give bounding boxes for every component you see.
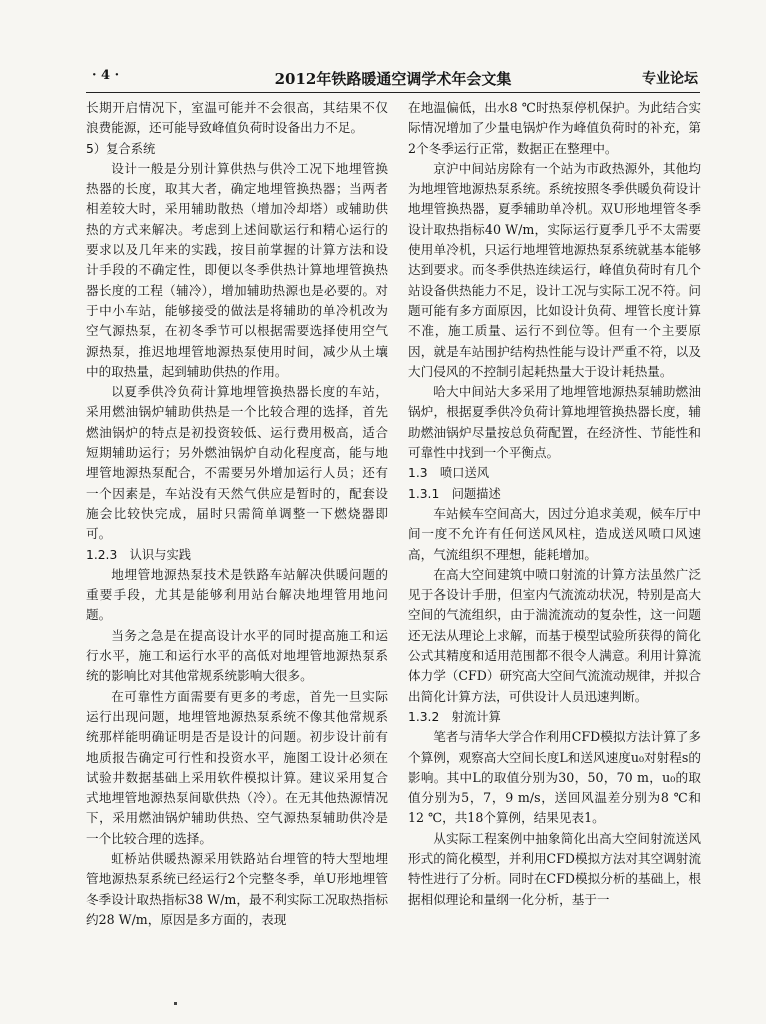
section-heading: 1.3.2 射流计算 (408, 709, 501, 724)
right-column (408, 98, 701, 910)
paragraph: 在可靠性方面需要有更多的考虑，首先一旦实际运行出现问题，地埋管地源热泵系统不像其他常规系统那样能明确证明是否是设计的问题。初步设计前有地质报告确定可行性和投资水平，施图工设计必须在试验井数据基础上采用软件模拟计算。建议采用复合式地埋管地源热泵间歇供热（冷）。在无其他热源情况下，采用燃油锅炉辅助供热、空气源热泵辅助供冷是一个比较合理的选择。 (86, 688, 388, 846)
section-heading: 1.2.3 认识与实践 (86, 547, 192, 562)
paragraph: 在地温偏低，出水8 ℃时热泵停机保护。为此结合实际情况增加了少量电锅炉作为峰值负荷时的补充，第2个冬季运行正常，数据正在整理中。 (408, 100, 701, 156)
paragraph: 笔者与清华大学合作利用CFD模拟方法计算了多个算例，观察高大空间长度L和送风速度u₀对射程s的影响。其中L的取值分别为30，50，70 m，u₀的取值分别为5，7，9 m/s，送回风温差分别为8 ℃和12 ℃，共18个算例，结果见表1。 (408, 729, 701, 826)
section-heading: 1.3 喷口送风 (408, 466, 490, 481)
section-heading: 5）复合系统 (86, 141, 156, 156)
paragraph: 从实际工程案例中抽象简化出高大空间射流送风形式的简化模型，并利用CFD模拟方法对其空调射流特性进行了分析。同时在CFD模拟分析的基础上，根据相似理论和量纲一化分析，基于一 (408, 830, 701, 907)
running-header (86, 68, 700, 90)
paragraph: 长期开启情况下，室温可能并不会很高，其结果不仅浪费能源，还可能导致峰值负荷时设备出力不足。 (86, 100, 388, 136)
paragraph: 虹桥站供暖热源采用铁路站台埋管的特大型地埋管地源热泵系统已经运行2个完整冬季，单U形地埋管冬季设计取热指标38 W/m，最不利实际工况取热指标约28 W/m，原因是多方面的，表现 (86, 850, 388, 927)
paragraph: 设计一般是分别计算供热与供冷工况下地埋管换热器的长度，取其大者，确定地埋管换热器；当两者相差较大时，采用辅助散热（增加冷却塔）或辅助供热的方式来解决。考虑到上述间歇运行和精心运行的要求以及几年来的实践，按目前掌握的计算方法和设计手段的不确定性，即便以冬季供热计算地埋管换热器长度的工程（辅冷），增加辅助热源也是必要的。对于中小车站，能够接受的做法是将辅助的单冷机改为空气源热泵，在初冬季节可以根据需要选择使用空气源热泵，推迟地埋管地源热泵使用时间，减少从土壤中的取热量，起到辅助供热的作用。 (86, 160, 388, 379)
left-column (86, 98, 388, 930)
section-label: 专业论坛 (642, 71, 698, 87)
paragraph: 哈大中间站大多采用了地埋管地源热泵辅助燃油锅炉，根据夏季供冷负荷计算地埋管换热器长度，辅助燃油锅炉尽量按总负荷配置，在经济性、节能性和可靠性中找到一个平衡点。 (408, 384, 701, 461)
header-rule (86, 92, 700, 93)
footer-dot (174, 1002, 177, 1005)
paragraph: 京沪中间站房除有一个站为市政热源外，其他均为地埋管地源热泵系统。系统按照冬季供暖负荷设计地埋管换热器，夏季辅助单冷机。双U形地埋管冬季设计取热指标40 W/m，实际运行夏季几乎不太需要使用单冷机，只运行地埋管地源热泵系统就基本能够达到要求。而冬季供热连续运行，峰值负荷时有几个站设备供热能力不足，设计工况与实际工况不符。问题可能有多方面原因，比如设计负荷、埋管长度计算不准，施工质量、运行不到位等。但有一个主要原因，就是车站围护结构热性能与设计严重不符，以及大门侵风的不控制引起耗热量大于设计耗热量。 (408, 160, 701, 379)
paragraph: 在高大空间建筑中喷口射流的计算方法虽然广泛见于各设计手册，但室内气流流动状况，特别是高大空间的气流组织，由于湍流流动的复杂性，这一问题还无法从理论上求解，而基于模型试验所获得的简化公式其精度和适用范围都不很令人满意。利用计算流体力学（CFD）研究高大空间气流流动规律，并拟合出简化计算方法，可供设计人员迅速判断。 (408, 566, 701, 704)
section-heading: 1.3.1 问题描述 (408, 486, 501, 501)
journal-title: 2012年铁路暖通空调学术年会文集 (274, 70, 512, 88)
paragraph: 以夏季供冷负荷计算地埋管换热器长度的车站，采用燃油锅炉辅助供热是一个比较合理的选择，首先燃油锅炉的特点是初投资较低、运行费用极高，适合短期辅助运行；另外燃油锅炉自动化程度高，能与地埋管地源热泵配合，不需要另外增加运行人员；还有一个因素是，车站没有天然气供应是暂时的，配套设施会比较快完成，届时只需简单调整一下燃烧器即可。 (86, 384, 388, 542)
paragraph: 当务之急是在提高设计水平的同时提高施工和运行水平，施工和运行水平的高低对地埋管地源热泵系统的影响比对其他常规系统影响大很多。 (86, 627, 388, 684)
paragraph: 地埋管地源热泵技术是铁路车站解决供暖问题的重要手段，尤其是能够利用站台解决地埋管用地问题。 (86, 566, 388, 623)
page-number: · 4 · (92, 68, 120, 83)
paragraph: 车站候车空间高大，因过分追求美观，候车厅中间一度不允许有任何送风风柱，造成送风喷口风速高，气流组织不理想，能耗增加。 (408, 505, 701, 562)
